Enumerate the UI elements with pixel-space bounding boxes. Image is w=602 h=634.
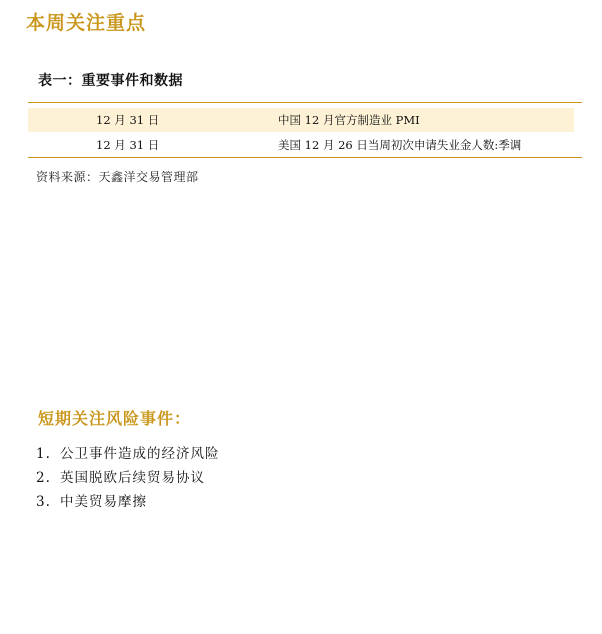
list-item-text: 公卫事件造成的经济风险 xyxy=(60,446,220,462)
table-bottom-rule xyxy=(28,157,582,158)
list-item-number: 3. xyxy=(36,494,51,510)
page-title: 本周关注重点 xyxy=(26,12,147,34)
list-item-number: 2. xyxy=(36,470,51,486)
source-note: 资料来源：天鑫洋交易管理部 xyxy=(36,170,199,184)
event-description: 美国 12 月 26 日当周初次申请失业金人数:季调 xyxy=(278,138,522,152)
list-item xyxy=(36,490,220,514)
list-item xyxy=(36,466,220,490)
event-date: 12 月 31 日 xyxy=(96,138,160,152)
table-caption: 表一：重要事件和数据 xyxy=(38,73,183,89)
list-item-number: 1. xyxy=(36,446,51,462)
table-row xyxy=(28,133,574,157)
table-row xyxy=(28,108,574,132)
event-date: 12 月 31 日 xyxy=(96,113,160,127)
risk-section-title: 短期关注风险事件： xyxy=(38,409,192,428)
list-item-text: 英国脱欧后续贸易协议 xyxy=(60,470,205,486)
list-item xyxy=(36,442,220,466)
event-description: 中国 12 月官方制造业 PMI xyxy=(278,113,420,127)
risk-list xyxy=(36,442,220,514)
table-top-rule xyxy=(28,102,582,103)
list-item-text: 中美贸易摩擦 xyxy=(60,494,147,510)
